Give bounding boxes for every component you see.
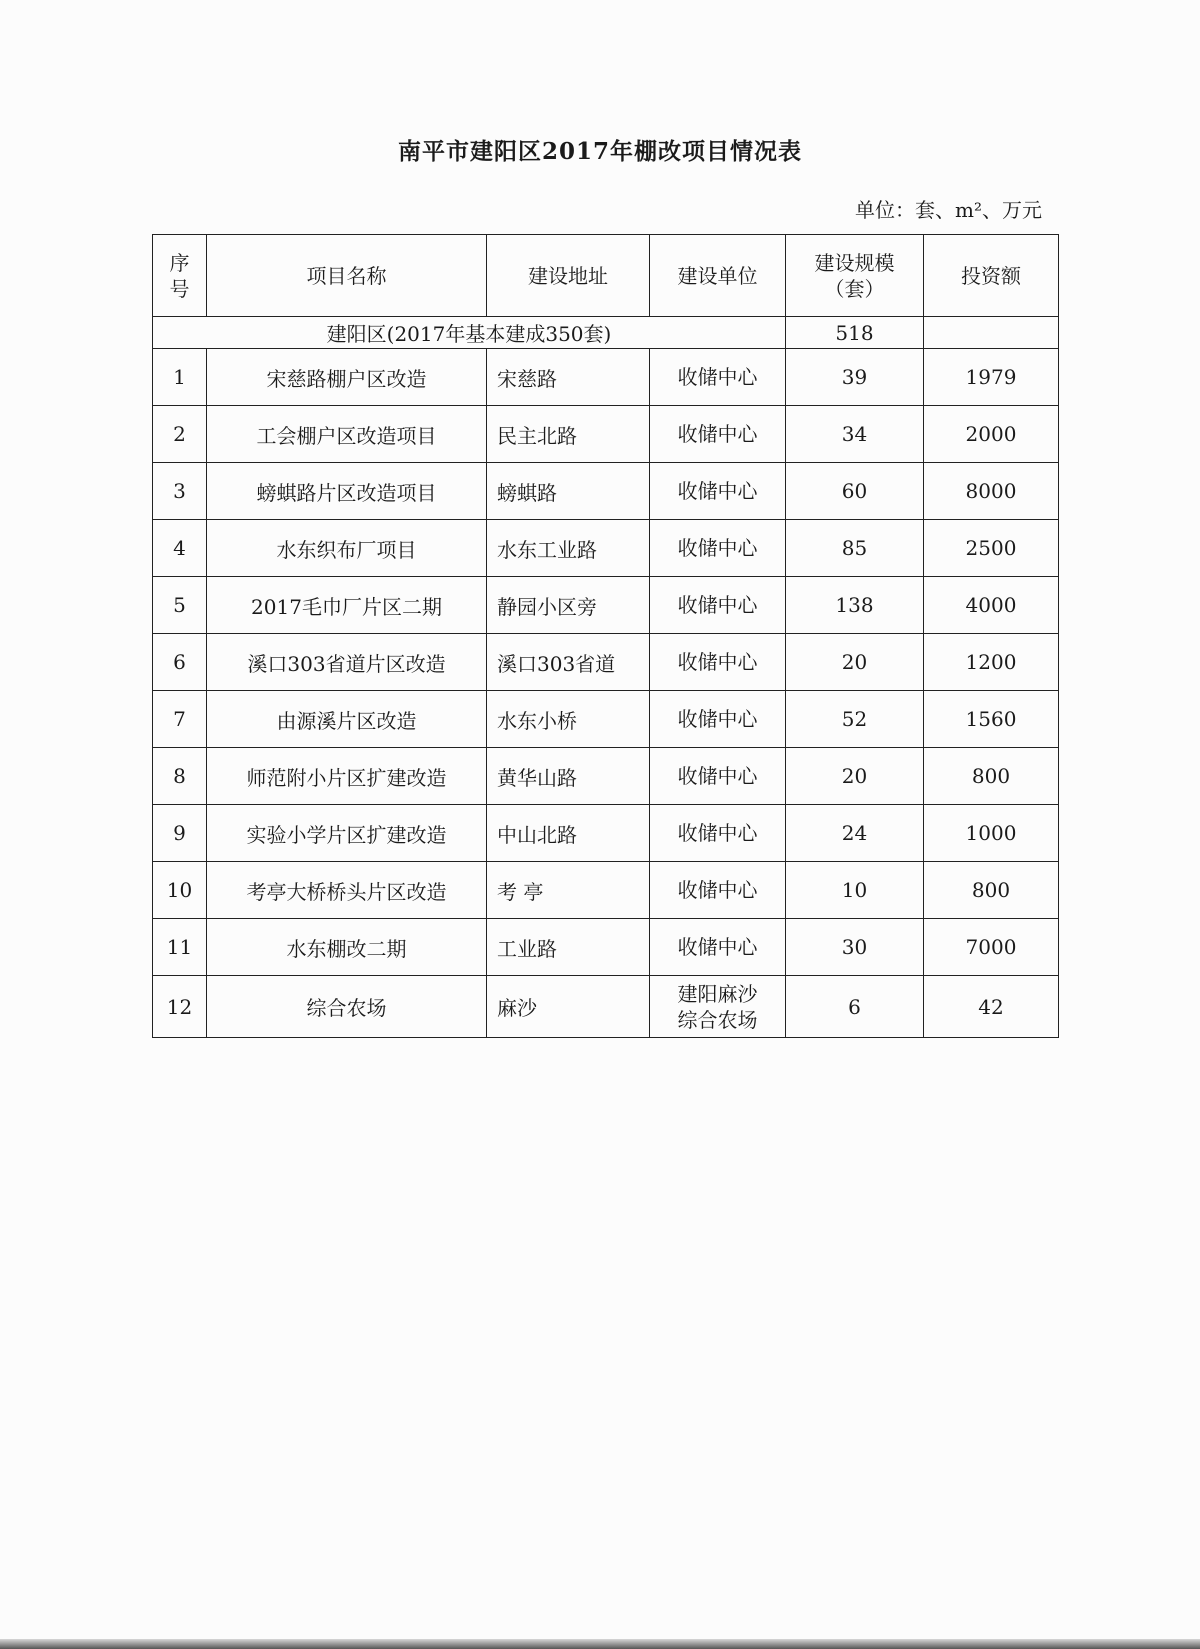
summary-scale: 518 bbox=[786, 317, 924, 349]
row-investment: 1000 bbox=[924, 805, 1059, 862]
table-row bbox=[153, 577, 1059, 634]
table-row bbox=[153, 919, 1059, 976]
row-scale: 10 bbox=[786, 862, 924, 919]
row-seq: 10 bbox=[153, 862, 207, 919]
row-address: 水东工业路 bbox=[487, 520, 650, 577]
table-row bbox=[153, 634, 1059, 691]
row-unit-line1: 建阳麻沙 bbox=[677, 981, 758, 1006]
table-row bbox=[153, 748, 1059, 805]
row-scale: 85 bbox=[786, 520, 924, 577]
row-investment: 8000 bbox=[924, 463, 1059, 520]
row-investment: 7000 bbox=[924, 919, 1059, 976]
summary-row bbox=[153, 317, 1059, 349]
row-scale: 138 bbox=[786, 577, 924, 634]
row-scale: 39 bbox=[786, 349, 924, 406]
row-seq: 4 bbox=[153, 520, 207, 577]
row-name: 宋慈路棚户区改造 bbox=[207, 349, 487, 406]
row-investment: 800 bbox=[924, 862, 1059, 919]
row-unit bbox=[650, 976, 786, 1038]
row-seq: 6 bbox=[153, 634, 207, 691]
header-address: 建设地址 bbox=[487, 235, 650, 317]
row-scale: 34 bbox=[786, 406, 924, 463]
row-seq: 11 bbox=[153, 919, 207, 976]
row-investment: 800 bbox=[924, 748, 1059, 805]
header-seq: 序 号 bbox=[153, 235, 207, 317]
row-unit: 收储中心 bbox=[650, 919, 786, 976]
row-address: 工业路 bbox=[487, 919, 650, 976]
row-seq: 3 bbox=[153, 463, 207, 520]
row-address: 水东小桥 bbox=[487, 691, 650, 748]
header-scale: 建设规模 （套） bbox=[786, 235, 924, 317]
row-unit: 收储中心 bbox=[650, 520, 786, 577]
summary-investment bbox=[924, 317, 1059, 349]
header-investment: 投资额 bbox=[924, 235, 1059, 317]
row-address: 螃蜞路 bbox=[487, 463, 650, 520]
row-name: 工会棚户区改造项目 bbox=[207, 406, 487, 463]
row-investment: 2000 bbox=[924, 406, 1059, 463]
row-name: 水东棚改二期 bbox=[207, 919, 487, 976]
row-name: 实验小学片区扩建改造 bbox=[207, 805, 487, 862]
row-seq: 5 bbox=[153, 577, 207, 634]
table-row bbox=[153, 406, 1059, 463]
row-address: 麻沙 bbox=[487, 976, 650, 1038]
row-seq: 8 bbox=[153, 748, 207, 805]
row-unit: 收储中心 bbox=[650, 862, 786, 919]
row-unit-line2: 综合农场 bbox=[677, 1007, 758, 1032]
row-seq: 9 bbox=[153, 805, 207, 862]
table-header-row bbox=[153, 235, 1059, 317]
table-row bbox=[153, 520, 1059, 577]
scan-edge bbox=[0, 1639, 1200, 1649]
row-scale: 20 bbox=[786, 748, 924, 805]
row-seq: 7 bbox=[153, 691, 207, 748]
row-name: 师范附小片区扩建改造 bbox=[207, 748, 487, 805]
row-address: 黄华山路 bbox=[487, 748, 650, 805]
row-address: 静园小区旁 bbox=[487, 577, 650, 634]
header-unit: 建设单位 bbox=[650, 235, 786, 317]
summary-label: 建阳区(2017年基本建成350套) bbox=[153, 317, 786, 349]
row-address: 考 亭 bbox=[487, 862, 650, 919]
row-seq: 1 bbox=[153, 349, 207, 406]
row-address: 溪口303省道 bbox=[487, 634, 650, 691]
row-scale: 60 bbox=[786, 463, 924, 520]
row-unit: 收储中心 bbox=[650, 463, 786, 520]
table-row bbox=[153, 463, 1059, 520]
table-row bbox=[153, 976, 1059, 1038]
project-table bbox=[152, 234, 1059, 1038]
page-title: 南平市建阳区2017年棚改项目情况表 bbox=[397, 138, 802, 165]
row-name: 2017毛巾厂片区二期 bbox=[207, 577, 487, 634]
row-scale: 24 bbox=[786, 805, 924, 862]
table-row bbox=[153, 349, 1059, 406]
row-name: 溪口303省道片区改造 bbox=[207, 634, 487, 691]
row-unit: 收储中心 bbox=[650, 577, 786, 634]
table-row bbox=[153, 862, 1059, 919]
row-scale: 6 bbox=[786, 976, 924, 1038]
header-name: 项目名称 bbox=[207, 235, 487, 317]
row-scale: 20 bbox=[786, 634, 924, 691]
row-seq: 12 bbox=[153, 976, 207, 1038]
row-investment: 2500 bbox=[924, 520, 1059, 577]
row-name: 由源溪片区改造 bbox=[207, 691, 487, 748]
row-name: 螃蜞路片区改造项目 bbox=[207, 463, 487, 520]
table-row bbox=[153, 805, 1059, 862]
row-investment: 1560 bbox=[924, 691, 1059, 748]
row-investment: 1979 bbox=[924, 349, 1059, 406]
row-address: 中山北路 bbox=[487, 805, 650, 862]
row-address: 民主北路 bbox=[487, 406, 650, 463]
row-investment: 42 bbox=[924, 976, 1059, 1038]
row-name: 水东织布厂项目 bbox=[207, 520, 487, 577]
table-row bbox=[153, 691, 1059, 748]
row-investment: 1200 bbox=[924, 634, 1059, 691]
row-unit: 收储中心 bbox=[650, 634, 786, 691]
row-unit: 收储中心 bbox=[650, 748, 786, 805]
row-unit: 收储中心 bbox=[650, 691, 786, 748]
unit-note: 单位：套、m²、万元 bbox=[855, 198, 1042, 222]
row-scale: 52 bbox=[786, 691, 924, 748]
row-unit: 收储中心 bbox=[650, 805, 786, 862]
row-unit: 收储中心 bbox=[650, 349, 786, 406]
row-address: 宋慈路 bbox=[487, 349, 650, 406]
row-seq: 2 bbox=[153, 406, 207, 463]
row-name: 考亭大桥桥头片区改造 bbox=[207, 862, 487, 919]
row-scale: 30 bbox=[786, 919, 924, 976]
row-unit: 收储中心 bbox=[650, 406, 786, 463]
row-investment: 4000 bbox=[924, 577, 1059, 634]
row-name: 综合农场 bbox=[207, 976, 487, 1038]
